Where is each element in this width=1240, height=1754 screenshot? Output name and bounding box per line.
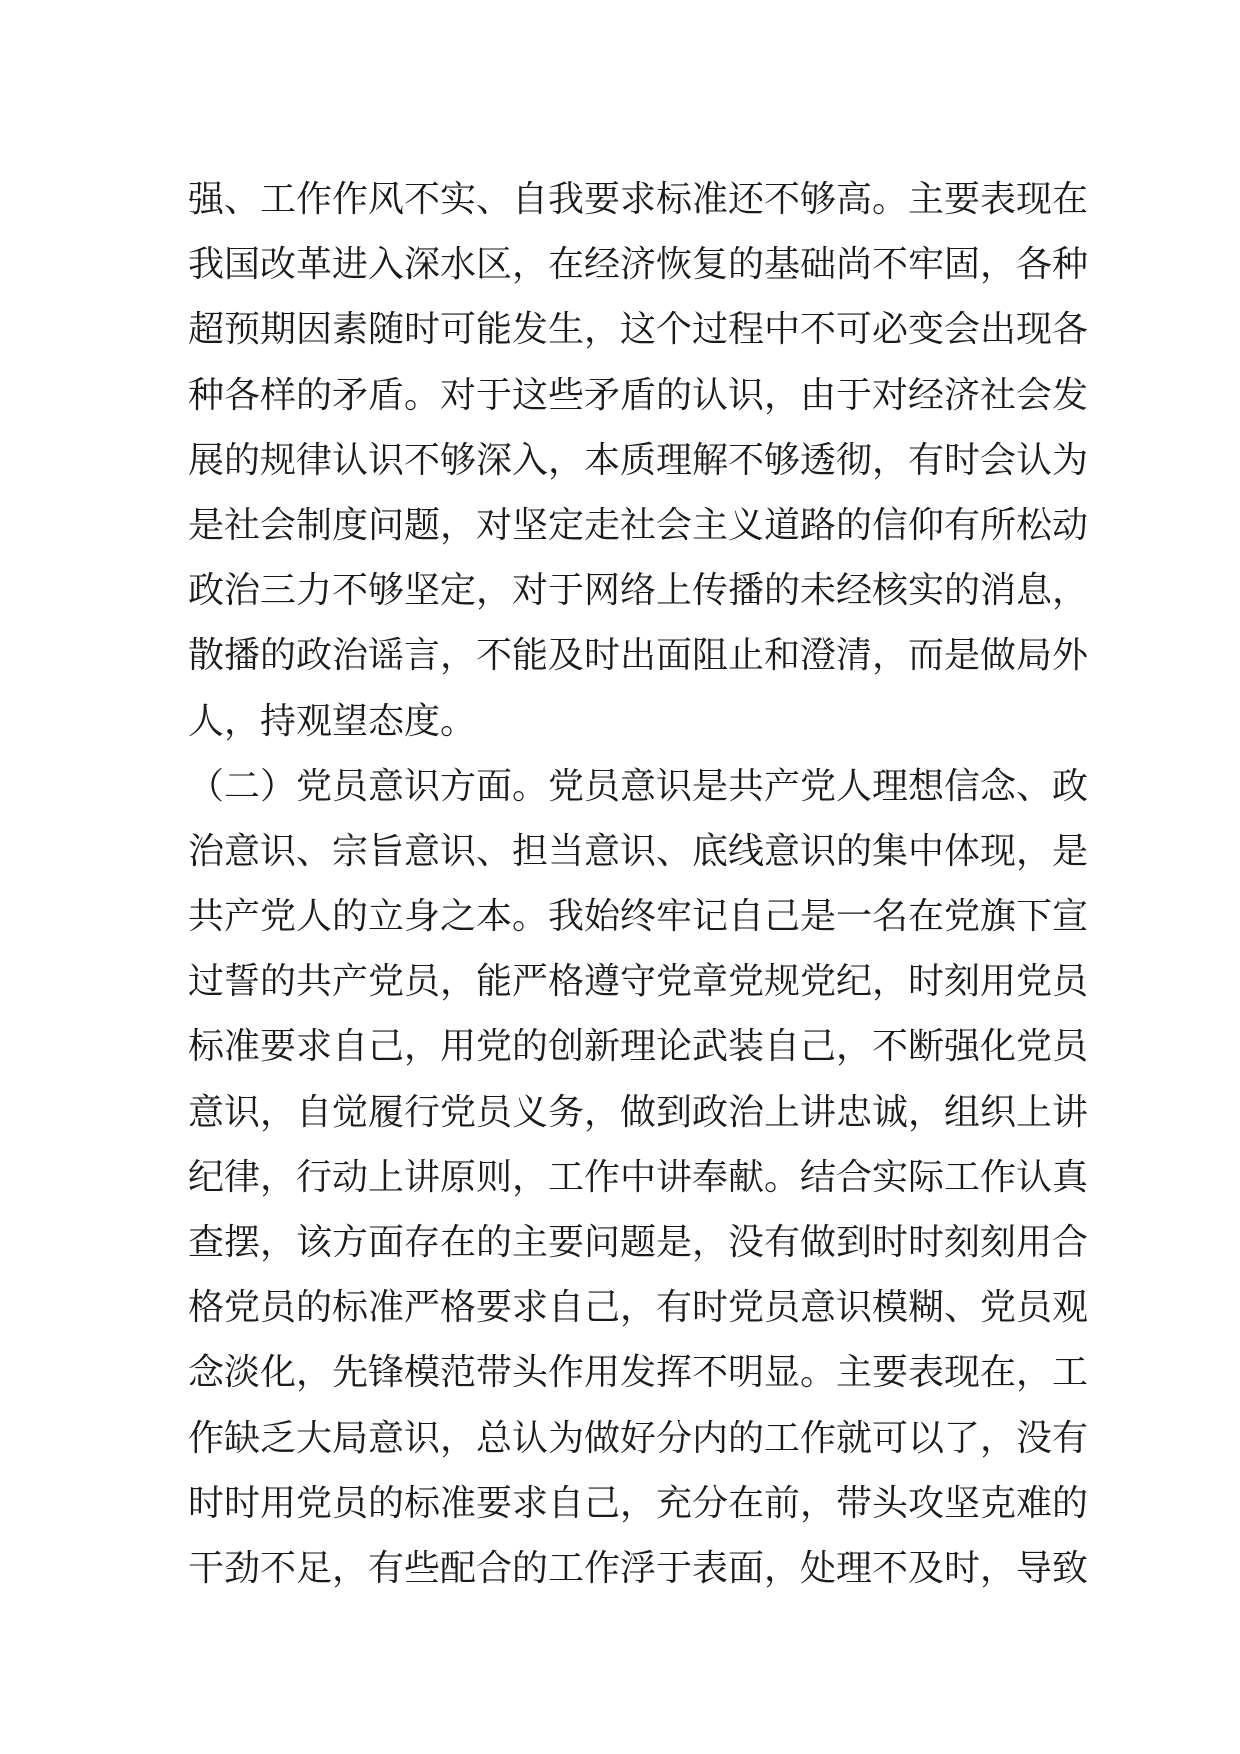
text-line: 查摆，该方面存在的主要问题是，没有做到时时刻刻用合 bbox=[188, 1222, 1089, 1263]
text-line: 作缺乏大局意识，总认为做好分内的工作就可以了，没有 bbox=[188, 1417, 1089, 1459]
text-line-paragraph-end: 人，持观望态度。 bbox=[188, 700, 477, 742]
text-line: 念淡化，先锋模范带头作用发挥不明显。主要表现在，工 bbox=[188, 1352, 1089, 1394]
text-line: 干劲不足，有些配合的工作浮于表面，处理不及时，导致 bbox=[188, 1547, 1089, 1589]
text-line: 散播的政治谣言，不能及时出面阻止和澄清，而是做局外 bbox=[188, 635, 1089, 677]
text-line: 展的规律认识不够深入，本质理解不够透彻，有时会认为 bbox=[188, 439, 1089, 481]
text-line: 治意识、宗旨意识、担当意识、底线意识的集中体现，是 bbox=[188, 830, 1089, 872]
section-heading-line: （二）党员意识方面。党员意识是共产党人理想信念、政 bbox=[188, 765, 1089, 807]
text-line: 共产党人的立身之本。我始终牢记自己是一名在党旗下宣 bbox=[188, 896, 1089, 938]
text-line: 过誓的共产党员，能严格遵守党章党规党纪，时刻用党员 bbox=[188, 961, 1089, 1003]
text-line: 是社会制度问题，对坚定走社会主义道路的信仰有所松动 bbox=[188, 504, 1089, 546]
document-body-text bbox=[188, 167, 1089, 1601]
text-line: 时时用党员的标准要求自己，充分在前，带头攻坚克难的 bbox=[188, 1482, 1089, 1524]
text-line: 我国改革进入深水区，在经济恢复的基础尚不牢固，各种 bbox=[188, 244, 1089, 286]
text-line: 标准要求自己，用党的创新理论武装自己，不断强化党员 bbox=[188, 1026, 1089, 1068]
text-line: 格党员的标准严格要求自己，有时党员意识模糊、党员观 bbox=[188, 1287, 1089, 1329]
text-line: 超预期因素随时可能发生，这个过程中不可必变会出现各 bbox=[188, 309, 1089, 351]
text-line: 纪律，行动上讲原则，工作中讲奉献。结合实际工作认真 bbox=[188, 1156, 1089, 1198]
text-line: 意识，自觉履行党员义务，做到政治上讲忠诚，组织上讲 bbox=[188, 1091, 1089, 1133]
text-line: 强、工作作风不实、自我要求标准还不够高。主要表现在 bbox=[188, 179, 1089, 220]
text-line: 种各样的矛盾。对于这些矛盾的认识，由于对经济社会发 bbox=[188, 374, 1089, 416]
text-line: 政治三力不够坚定，对于网络上传播的未经核实的消息， bbox=[188, 570, 1089, 612]
